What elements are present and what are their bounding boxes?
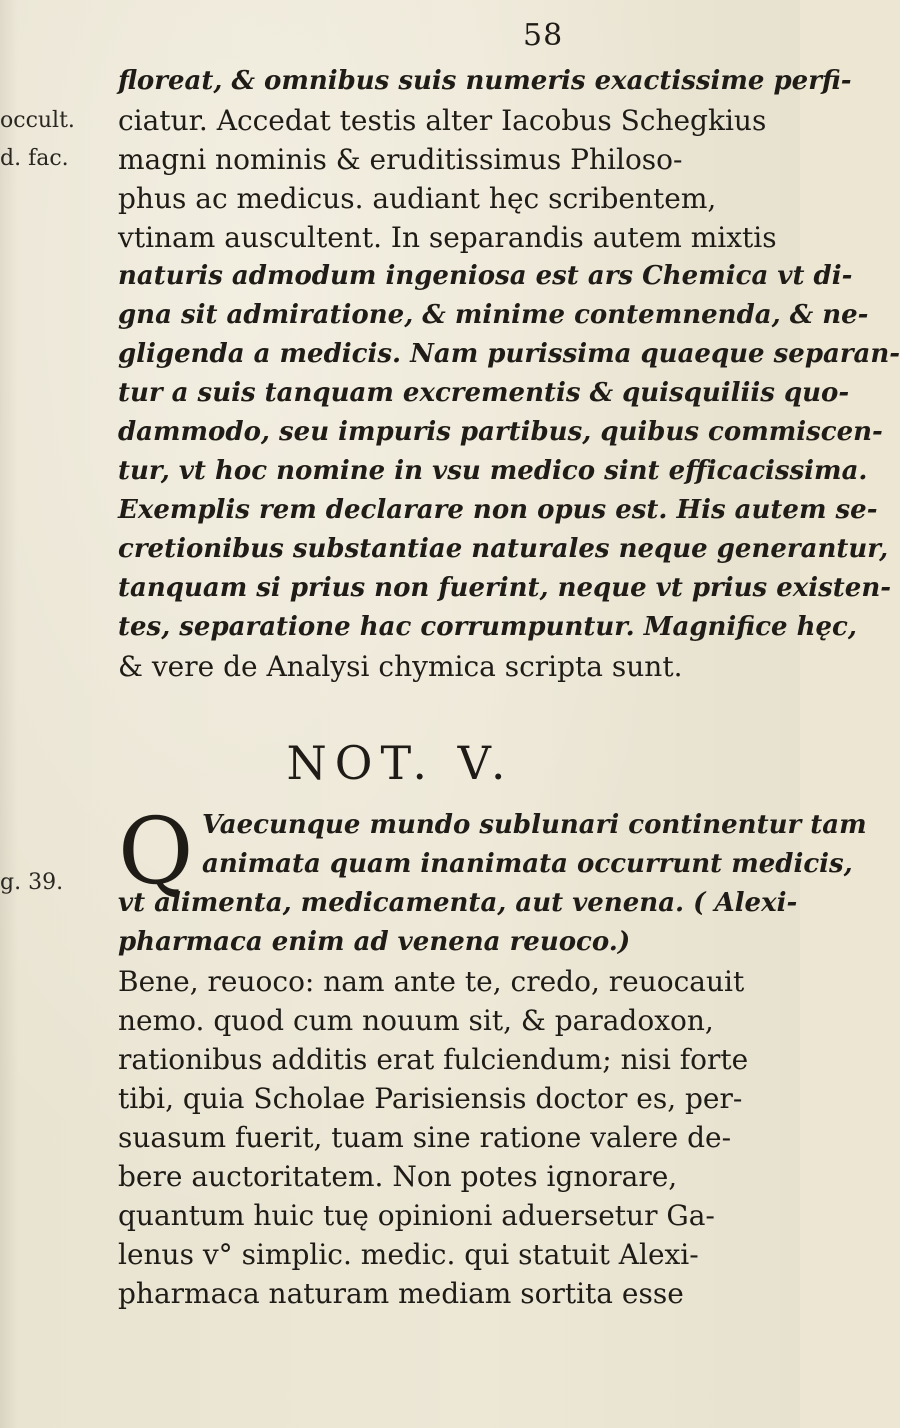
- text-line: tes, separatione hac corrumpuntur. Magnifice hęc,: [118, 612, 857, 642]
- text-line: vt alimenta, medicamenta, aut venena. ( Alexi-: [118, 888, 798, 918]
- text-line: gna sit admiratione, & minime contemnenda, & ne-: [118, 300, 869, 330]
- margin-note-g39: g. 39.: [0, 870, 64, 895]
- text-line: & vere de Analysi chymica scripta sunt.: [118, 650, 683, 683]
- text-line: tanquam si prius non fuerint, neque vt prius existen-: [118, 573, 892, 603]
- text-line: dammodo, seu impuris partibus, quibus commiscen-: [118, 417, 883, 447]
- lower-text-block: [118, 798, 867, 1313]
- text-line: floreat, & omnibus suis numeris exactissime perfi-: [118, 66, 852, 96]
- section-heading: NOT. V.: [286, 736, 514, 790]
- text-line: animata quam inanimata occurrunt medicis,: [202, 849, 853, 879]
- margin-note-fac: d. fac.: [0, 146, 69, 171]
- text-line: nemo. quod cum nouum sit, & paradoxon,: [118, 1004, 714, 1037]
- upper-text-block: [118, 62, 900, 686]
- text-line: magni nominis & eruditissimus Philoso-: [118, 143, 683, 176]
- text-line: pharmaca enim ad venena reuoco.): [118, 927, 631, 957]
- drop-capital: Q: [118, 798, 194, 905]
- text-line: ciatur. Accedat testis alter Iacobus Schegkius: [118, 104, 767, 137]
- text-line: bere auctoritatem. Non potes ignorare,: [118, 1160, 678, 1193]
- text-line: Bene, reuoco: nam ante te, credo, reuocauit: [118, 965, 745, 998]
- text-line: tibi, quia Scholae Parisiensis doctor es, per-: [118, 1082, 743, 1115]
- text-line: Vaecunque mundo sublunari continentur tam: [202, 810, 867, 840]
- text-line: pharmaca naturam mediam sortita esse: [118, 1277, 684, 1310]
- text-line: tur a suis tanquam excrementis & quisquiliis quo-: [118, 378, 850, 408]
- text-line: tur, vt hoc nomine in vsu medico sint efficacissima.: [118, 456, 868, 486]
- text-line: Exemplis rem declarare non opus est. His autem se-: [118, 495, 878, 525]
- text-line: lenus v° simplic. medic. qui statuit Alexi-: [118, 1238, 699, 1271]
- text-line: cretionibus substantiae naturales neque generantur,: [118, 534, 889, 564]
- text-line: quantum huic tuę opinioni aduersetur Ga-: [118, 1199, 715, 1232]
- text-line: gligenda a medicis. Nam purissima quaeque separan-: [118, 339, 900, 369]
- text-line: rationibus additis erat fulciendum; nisi forte: [118, 1043, 749, 1076]
- text-line: phus ac medicus. audiant hęc scribentem,: [118, 182, 717, 215]
- text-line: vtinam auscultent. In separandis autem mixtis: [118, 221, 777, 254]
- text-line: suasum fuerit, tuam sine ratione valere de-: [118, 1121, 732, 1154]
- page-number: 58: [523, 18, 564, 53]
- text-line: naturis admodum ingeniosa est ars Chemica vt di-: [118, 261, 853, 291]
- margin-note-occult: occult.: [0, 108, 75, 133]
